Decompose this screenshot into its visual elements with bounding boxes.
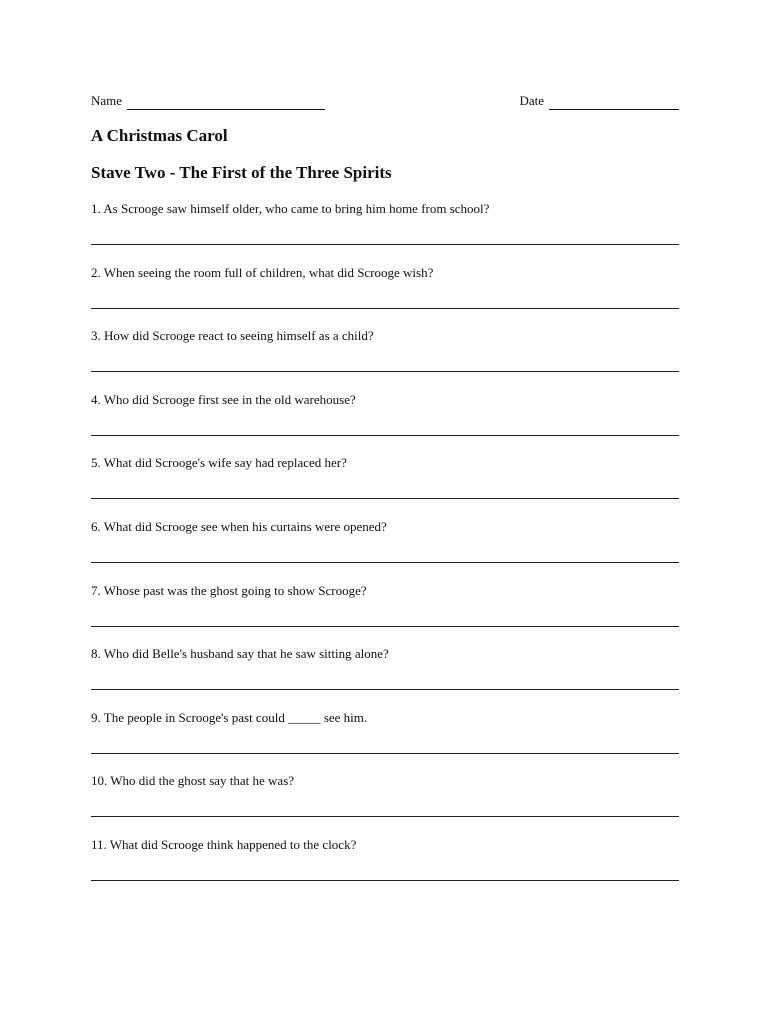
worksheet-subtitle: Stave Two - The First of the Three Spirits	[91, 163, 392, 182]
header-row	[91, 92, 679, 110]
question-text: 11. What did Scrooge think happened to the clock?	[91, 836, 357, 852]
answer-line[interactable]	[91, 626, 679, 627]
worksheet-title: A Christmas Carol	[91, 126, 228, 145]
answer-line[interactable]	[91, 816, 679, 817]
question-text: 9. The people in Scrooge's past could _____ see him.	[91, 709, 368, 725]
question-item	[91, 391, 679, 455]
answer-line[interactable]	[91, 880, 679, 881]
date-label: Date	[519, 93, 544, 108]
answer-line[interactable]	[91, 244, 679, 245]
name-field-group	[91, 92, 325, 110]
question-item	[91, 582, 679, 646]
answer-line[interactable]	[91, 435, 679, 436]
answer-line[interactable]	[91, 689, 679, 690]
question-item	[91, 709, 679, 773]
answer-line[interactable]	[91, 308, 679, 309]
date-blank[interactable]	[549, 96, 679, 110]
question-item	[91, 454, 679, 518]
question-text: 8. Who did Belle's husband say that he saw sitting alone?	[91, 646, 389, 662]
question-text: 7. Whose past was the ghost going to show Scrooge?	[91, 582, 367, 598]
question-item	[91, 264, 679, 328]
question-text: 3. How did Scrooge react to seeing himself as a child?	[91, 328, 374, 344]
question-item	[91, 327, 679, 391]
question-item	[91, 200, 679, 264]
question-item	[91, 518, 679, 582]
question-text: 1. As Scrooge saw himself older, who came to bring him home from school?	[91, 201, 490, 216]
answer-line[interactable]	[91, 753, 679, 754]
date-field-group	[519, 92, 679, 110]
question-item	[91, 772, 679, 836]
answer-line[interactable]	[91, 371, 679, 372]
answer-line[interactable]	[91, 562, 679, 563]
answer-line[interactable]	[91, 498, 679, 499]
question-item	[91, 645, 679, 709]
name-label: Name	[91, 93, 123, 108]
question-item	[91, 836, 679, 900]
name-blank[interactable]	[127, 96, 325, 110]
question-text: 6. What did Scrooge see when his curtains were opened?	[91, 518, 387, 534]
question-text: 2. When seeing the room full of children, what did Scrooge wish?	[91, 264, 434, 280]
question-text: 10. Who did the ghost say that he was?	[91, 773, 295, 789]
question-text: 4. Who did Scrooge first see in the old warehouse?	[91, 391, 356, 407]
question-list	[91, 200, 679, 900]
question-text: 5. What did Scrooge's wife say had replaced her?	[91, 455, 347, 471]
